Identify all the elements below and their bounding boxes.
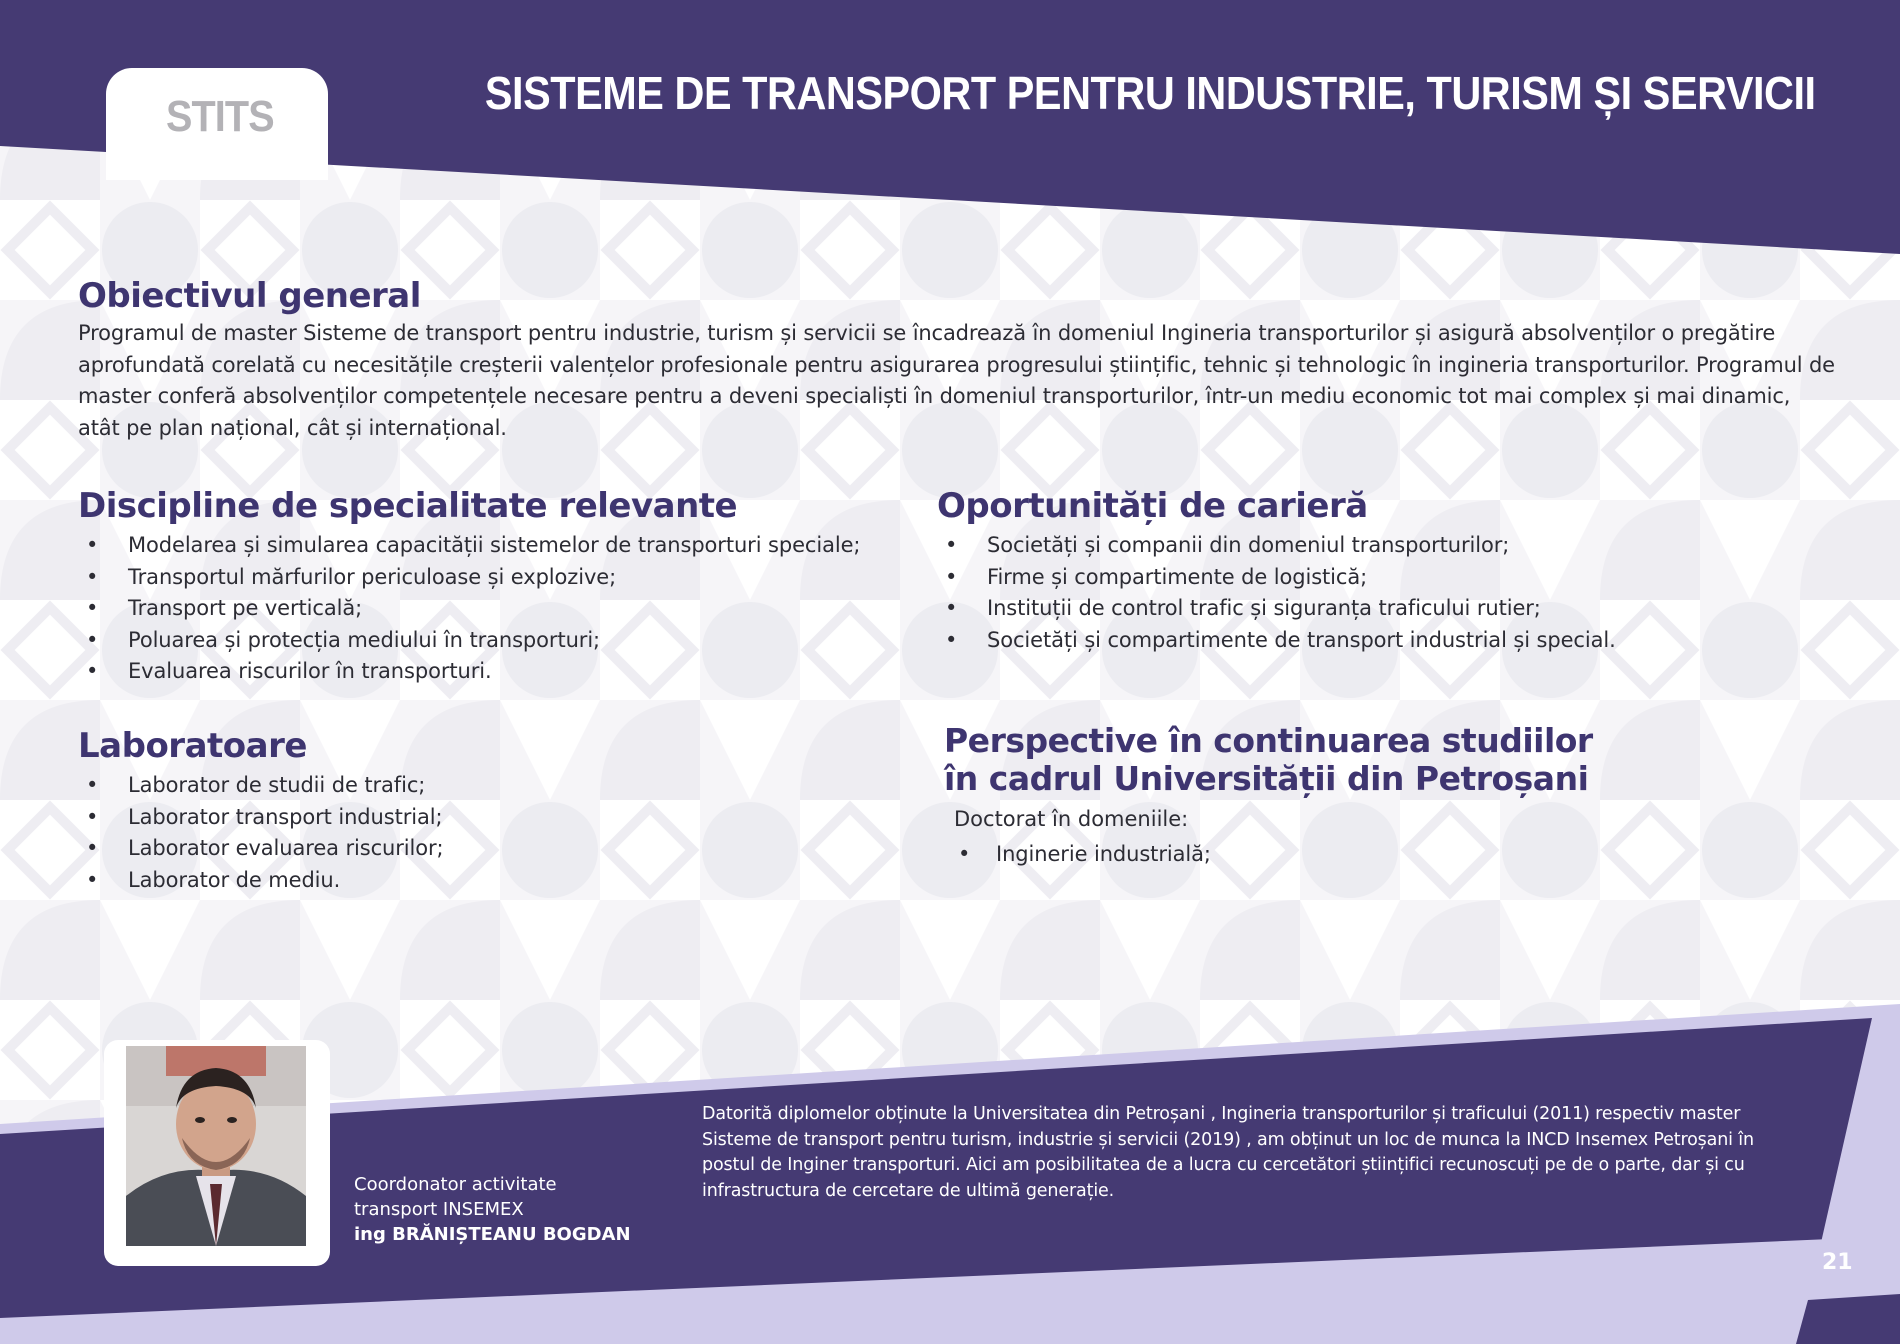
careers-section — [937, 486, 1616, 656]
perspectives-subtitle: Doctorat în domeniile: — [954, 807, 1189, 831]
list-item: • Societăți și companii din domeniul transporturilor; — [937, 530, 1616, 562]
list-item: • Transport pe verticală; — [78, 593, 860, 625]
list-item: • Transportul mărfurilor periculoase și explozive; — [78, 562, 860, 594]
list-item: • Laborator de mediu. — [78, 865, 444, 897]
perspectives-list — [954, 839, 1593, 871]
bullet-icon: • — [86, 773, 99, 797]
bullet-icon: • — [86, 836, 99, 860]
labs-list — [78, 770, 444, 896]
disciplines-heading: Discipline de specialitate relevante — [78, 486, 738, 526]
bullet-icon: • — [86, 627, 99, 652]
testimonial-text — [702, 1102, 1762, 1204]
list-item: • Poluarea și protecția mediului în transporturi; — [78, 625, 860, 657]
portrait-photo — [126, 1046, 306, 1246]
coordinator-info — [354, 1172, 631, 1247]
testimonial-line: postul de Inginer transporturi. Aici am posibilitatea de a lucra cu cercetători științifici recunoscuți pe de o parte, dar și cu — [702, 1155, 1745, 1175]
bullet-icon: • — [86, 596, 99, 620]
bullet-icon: • — [945, 533, 958, 557]
list-item: • Inginerie industrială; — [954, 839, 1593, 871]
list-item: • Societăți și compartimente de transport industrial și special. — [937, 625, 1616, 657]
list-item: • Laborator transport industrial; — [78, 802, 444, 834]
bullet-icon: • — [958, 842, 971, 866]
testimonial-line: Datorită diplomelor obținute la Universitatea din Petroșani , Ingineria transporturilor și traficului (2011) respectiv master — [702, 1104, 1741, 1124]
testimonial-line: Sisteme de transport pentru turism, industrie și servicii (2019) , am obținut un loc de munca la INCD Insemex Petroșani în — [702, 1129, 1754, 1150]
page-title: SISTEME DE TRANSPORT PENTRU INDUSTRIE, TURISM ȘI SERVICII — [485, 67, 1816, 119]
bullet-icon: • — [86, 867, 99, 892]
program-acronym: STITS — [166, 92, 274, 141]
coordinator-name: ing BRĂNIȘTEANU BOGDAN — [354, 1224, 631, 1245]
bullet-icon: • — [945, 627, 958, 652]
labs-section — [78, 726, 444, 896]
labs-heading: Laboratoare — [78, 726, 307, 766]
bullet-icon: • — [86, 804, 99, 829]
list-item: • Laborator de studii de trafic; — [78, 770, 444, 802]
perspectives-section — [944, 722, 1593, 871]
coordinator-role-line1: Coordonator activitate — [354, 1174, 557, 1195]
careers-list — [937, 530, 1616, 656]
perspectives-heading-line2: în cadrul Universității din Petroșani — [944, 759, 1589, 798]
bullet-icon: • — [945, 564, 958, 589]
list-item: • Evaluarea riscurilor în transporturi. — [78, 656, 860, 688]
list-item: • Instituții de control trafic și siguranța traficului rutier; — [937, 593, 1616, 625]
testimonial-line: infrastructura de cercetare de ultimă generație. — [702, 1180, 1115, 1201]
perspectives-heading-line1: Perspective în continuarea studiilor — [944, 721, 1593, 760]
disciplines-list — [78, 530, 860, 688]
bullet-icon: • — [86, 659, 99, 683]
objective-section — [78, 276, 1838, 444]
list-item: • Laborator evaluarea riscurilor; — [78, 833, 444, 865]
objective-text: Programul de master Sisteme de transport pentru industrie, turism și servicii se încadrează în domeniul Ingineria transporturilor și asigură absolvenților o pregătire aprofundată corelată cu necesitățile creșterii valențelor profesionale pentru asigurarea progresului științific, tehnic și tehnologic în ingineria transporturilor. Programul de master conferă absolvenților competențele necesare pentru a deveni specialiști în domeniul transporturilor, într-un mediu economic tot mai complex și mai dinamic, atât pe plan național, cât și internațional. — [78, 321, 1835, 440]
bullet-icon: • — [86, 533, 99, 557]
disciplines-section — [78, 486, 860, 688]
bullet-icon: • — [945, 596, 958, 620]
careers-heading: Oportunități de carieră — [937, 486, 1368, 526]
list-item: • Firme și compartimente de logistică; — [937, 562, 1616, 594]
list-item: • Modelarea și simularea capacității sistemelor de transporturi speciale; — [78, 530, 860, 562]
coordinator-role-line2: transport INSEMEX — [354, 1199, 524, 1220]
bullet-icon: • — [86, 564, 99, 589]
page-number: 21 — [1822, 1250, 1853, 1275]
objective-heading: Obiectivul general — [78, 276, 421, 316]
